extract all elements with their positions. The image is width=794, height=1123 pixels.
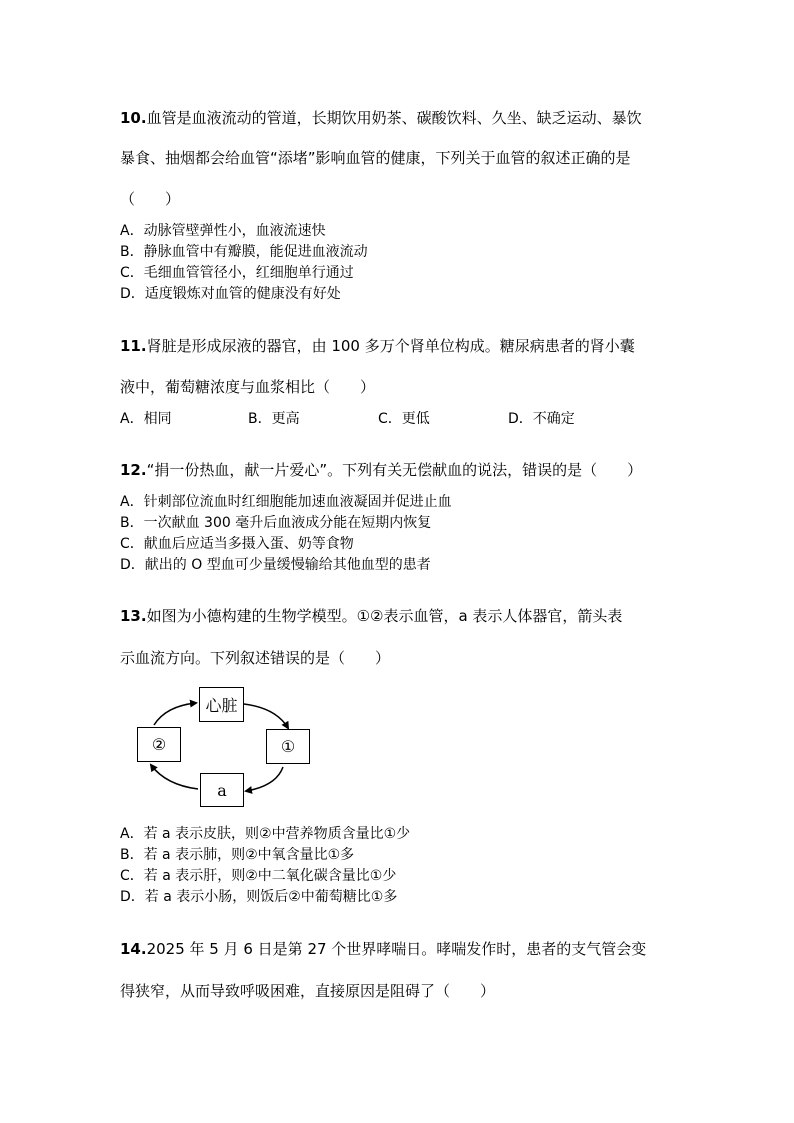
q12-line1: [120, 460, 642, 480]
arrow-heart-to-vessel1: [244, 704, 288, 728]
q10-answer-blank: （ ）: [120, 190, 181, 208]
arrow-organ-to-vessel2: [151, 765, 198, 789]
q10-line2: 暴食、抽烟都会给血管“添堵”影响血管的健康，下列关于血管的叙述正确的是: [120, 149, 631, 167]
vessel2-box: ②: [137, 727, 181, 762]
q14-stem-part1: 2025 年 5 月 6 日是第 27 个世界哮喘日。哮喘发作时，患者的支气管会变: [146, 940, 647, 958]
q13-option-d: D．若 a 表示小肠，则饭后②中葡萄糖比①多: [120, 889, 398, 905]
q13-option-c: C．若 a 表示肝，则②中二氧化碳含量比①少: [120, 868, 397, 884]
q11-option-b: B．更高: [248, 411, 300, 427]
q10-option-b: B．静脉血管中有瓣膜，能促进血液流动: [120, 244, 368, 260]
q12-stem: “捐一份热血，献一片爱心”。下列有关无偿献血的说法，错误的是（ ）: [146, 461, 643, 479]
heart-box: 心脏: [199, 687, 244, 722]
q10-line1: [120, 108, 642, 128]
q10-stem-part1: 血管是血液流动的管道，长期饮用奶茶、碳酸饮料、久坐、缺乏运动、暴饮: [146, 109, 642, 127]
q13-line1: [120, 606, 622, 626]
q12-number: 12.: [120, 461, 147, 479]
q12-option-a: A．针刺部位流血时红细胞能加速血液凝固并促进止血: [120, 494, 452, 510]
organ-a-box: a: [200, 773, 244, 807]
q10-option-d: D．适度锻炼对血管的健康没有好处: [120, 286, 341, 302]
q13-stem-part1: 如图为小德构建的生物学模型。①②表示血管，a 表示人体器官，箭头表: [146, 607, 623, 625]
q11-option-d: D．不确定: [508, 411, 575, 427]
q14-number: 14.: [120, 940, 147, 958]
arrow-vessel2-to-heart: [154, 703, 196, 725]
q13-number: 13.: [120, 607, 147, 625]
q11-stem-part1: 肾脏是形成尿液的器官，由 100 多万个肾单位构成。糖尿病患者的肾小囊: [146, 337, 635, 355]
q10-number: 10.: [120, 109, 147, 127]
q11-number: 11.: [120, 337, 147, 355]
q10-option-c: C．毛细血管管径小，红细胞单行通过: [120, 265, 354, 281]
q12-option-c: C．献血后应适当多摄入蛋、奶等食物: [120, 536, 354, 552]
q11-options-row: [120, 409, 720, 429]
q11-option-a: A．相同: [120, 411, 172, 427]
q13-line2: 示血流方向。下列叙述错误的是（ ）: [120, 649, 391, 667]
q12-option-d: D．献出的 O 型血可少量缓慢输给其他血型的患者: [120, 557, 431, 573]
q12-option-b: B．一次献血 300 毫升后血液成分能在短期内恢复: [120, 515, 432, 531]
q13-option-a: A．若 a 表示皮肤，则②中营养物质含量比①少: [120, 826, 411, 842]
q11-line1: [120, 336, 635, 356]
q14-line1: [120, 939, 646, 959]
arrow-vessel1-to-organ: [246, 767, 283, 791]
vessel1-box: ①: [266, 729, 310, 764]
q10-option-a: A．动脉管壁弹性小，血液流速快: [120, 223, 326, 239]
q13-option-b: B．若 a 表示肺，则②中氧含量比①多: [120, 847, 355, 863]
q14-line2: 得狭窄，从而导致呼吸困难，直接原因是阻碍了（ ）: [120, 982, 496, 1000]
q11-option-c: C．更低: [378, 411, 430, 427]
q11-line2: 液中，葡萄糖浓度与血浆相比（ ）: [120, 378, 376, 396]
